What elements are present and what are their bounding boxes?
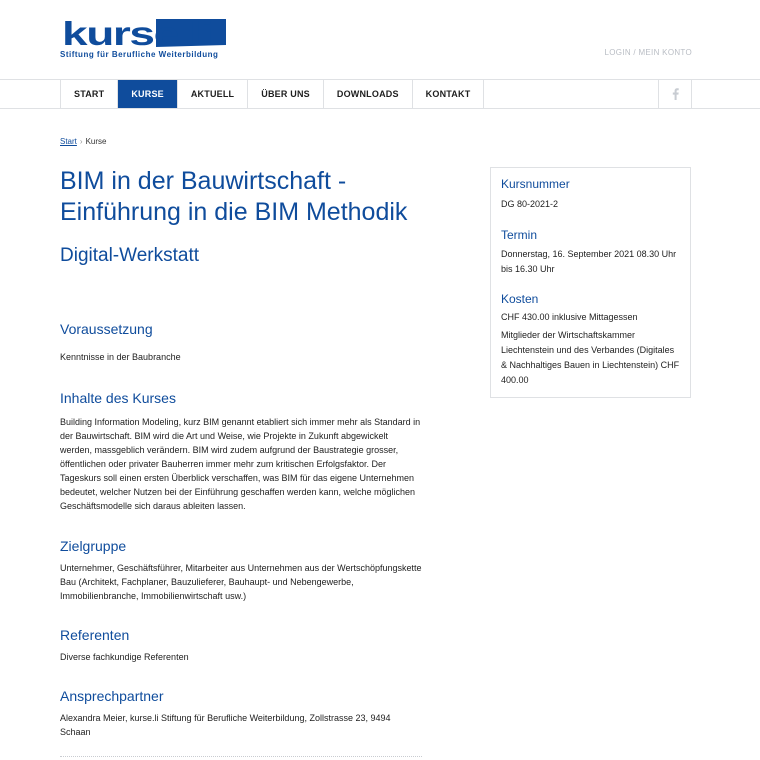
main-nav	[0, 79, 760, 109]
breadcrumb-separator: ›	[79, 137, 83, 146]
facebook-icon	[672, 88, 679, 100]
logo-text: kurse.li	[62, 17, 212, 49]
nav-item-start[interactable]: START	[61, 80, 118, 108]
course-content	[60, 166, 422, 737]
site-logo[interactable]	[60, 17, 228, 59]
section-heading: Referenten	[60, 627, 130, 643]
nav-item-kurse[interactable]: KURSE	[118, 80, 178, 108]
logo-mark	[60, 17, 226, 49]
info-course-number	[501, 177, 682, 212]
info-heading: Kursnummer	[501, 177, 570, 191]
section-inhalte	[60, 389, 422, 513]
section-body: Kenntnisse in der Baubranche	[60, 352, 181, 362]
breadcrumb	[60, 137, 106, 146]
section-heading: Ansprechpartner	[60, 688, 164, 704]
facebook-button[interactable]	[658, 80, 692, 108]
section-zielgruppe	[60, 537, 422, 603]
section-heading: Inhalte des Kurses	[60, 390, 176, 406]
site-header	[0, 0, 760, 80]
section-body: Diverse fachkundige Referenten	[60, 652, 189, 662]
course-cost-members: Mitglieder der Wirtschaftskammer Liechtenstein und des Verbandes (Digitales & Nachhaltiges Bauen in Liechtenstein) CHF 400.00	[501, 330, 680, 385]
course-info-box	[490, 167, 691, 398]
info-heading: Kosten	[501, 292, 539, 306]
info-heading: Termin	[501, 228, 538, 242]
nav-item-aktuell[interactable]: AKTUELL	[178, 80, 248, 108]
login-account-link[interactable]: LOGIN / MEIN KONTO	[604, 48, 692, 57]
breadcrumb-start-link[interactable]: Start	[60, 137, 77, 146]
nav-item-kontakt[interactable]: KONTAKT	[413, 80, 485, 108]
nav-item-downloads[interactable]: DOWNLOADS	[324, 80, 413, 108]
section-ansprechpartner	[60, 687, 422, 739]
section-heading: Zielgruppe	[60, 538, 127, 554]
section-voraussetzung	[60, 320, 422, 364]
section-referenten	[60, 626, 422, 664]
nav-item-ueber-uns[interactable]: ÜBER UNS	[248, 80, 324, 108]
info-date	[501, 228, 684, 277]
breadcrumb-current: Kurse	[85, 137, 107, 146]
divider	[60, 756, 422, 757]
course-cost: CHF 430.00 inklusive Mittagessen	[501, 312, 638, 322]
section-body: Alexandra Meier, kurse.li Stiftung für Berufliche Weiterbildung, Zollstrasse 23, 9494 Schaan	[60, 713, 391, 737]
info-cost	[501, 292, 682, 388]
section-heading: Voraussetzung	[60, 321, 153, 337]
section-body: Unternehmer, Geschäftsführer, Mitarbeiter aus Unternehmen aus der Wertschöpfungskette Bau (Architekt, Fachplaner, Bauzulieferer, Bauhaupt- und Nebengewerbe, Immobilienbranche, Immobilienwirtschaft usw.)	[60, 563, 422, 601]
nav-list	[60, 80, 484, 108]
logo-tagline: Stiftung für Berufliche Weiterbildung	[60, 50, 219, 59]
course-number: DG 80-2021-2	[501, 199, 559, 209]
page-title: BIM in der Bauwirtschaft - Einführung in die BIM Methodik	[60, 167, 408, 226]
course-subtitle: Digital-Werkstatt	[60, 245, 200, 266]
course-date: Donnerstag, 16. September 2021 08.30 Uhr bis 16.30 Uhr	[501, 249, 677, 274]
section-body: Building Information Modeling, kurz BIM genannt etabliert sich immer mehr als Standard in der Bauwirtschaft. BIM wird die Art und Weise, wie Projekte in Zukunft abgewickelt werden, massgeblich verändern. BIM wird zudem aufgrund der Baustrategie grosser, öffentlichen oder privater Bauherren immer mehr zum kritischen Erfolgsfaktor. Der Tageskurs soll einen ersten Überblick verschaffen, was BIM für das eigene Unternehmen bedeutet, welcher Nutzen bei der Einführung geschaffen werden kann, welche möglichen Geschäftsmodelle sich daraus ableiten lassen.	[60, 417, 421, 511]
